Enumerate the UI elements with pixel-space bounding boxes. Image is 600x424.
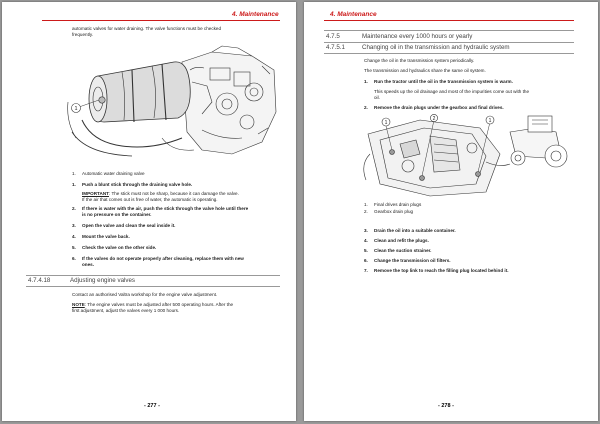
chapter-header: 4. Maintenance bbox=[330, 11, 377, 18]
step-5-text: Clean the suction strainer. bbox=[374, 248, 432, 253]
note-text: : The engine valves must be adjusted after 500 operating hours. After the bbox=[84, 302, 234, 307]
legend-2-text: Gearbox drain plug bbox=[374, 209, 414, 214]
step-1-number: 1. bbox=[364, 79, 368, 84]
intro-text-line2: frequently. bbox=[72, 32, 94, 37]
section-title: Maintenance every 1000 hours or yearly bbox=[362, 32, 473, 40]
step-4-text: Mount the valve back. bbox=[82, 234, 130, 239]
step-2-number: 2. bbox=[364, 105, 368, 110]
step-7-number: 7. bbox=[364, 268, 368, 273]
legend-2-number: 2. bbox=[364, 209, 368, 214]
note-label: NOTE bbox=[72, 302, 85, 307]
section-title: Adjusting engine valves bbox=[70, 277, 136, 284]
figure-drain-plugs bbox=[360, 114, 578, 198]
step-2-number: 2. bbox=[72, 206, 76, 211]
important-line1 bbox=[82, 191, 239, 197]
section-number: 4.7.5 bbox=[326, 32, 340, 40]
note-line1 bbox=[72, 302, 233, 308]
intro-text-1: Change the oil in the transmission system periodically. bbox=[364, 58, 475, 63]
section-header-4-7-5 bbox=[324, 30, 574, 43]
intro-text-line1: automatic valves for water draining. The valve functions must be checked bbox=[72, 26, 222, 31]
intro-text-2: The transmission and hydraulics share the same oil system. bbox=[364, 68, 486, 73]
step-4-number: 4. bbox=[364, 238, 368, 243]
step-2-line1: If there is water with the air, push the stick through the valve hole until there bbox=[82, 206, 249, 211]
section-number: 4.7.4.18 bbox=[28, 277, 51, 284]
callout-1b: 1 bbox=[488, 118, 492, 124]
step-3-number: 3. bbox=[364, 228, 368, 233]
subsection-header-4-7-5-1 bbox=[324, 43, 574, 54]
important-label: IMPORTANT bbox=[82, 191, 109, 196]
step-7-text: Remove the top link to reach the filling plug located behind it. bbox=[374, 268, 509, 273]
chapter-header: 4. Maintenance bbox=[232, 11, 279, 18]
step-1-info-line2: oil. bbox=[374, 95, 380, 100]
step-6-line2: ones. bbox=[82, 262, 94, 267]
step-2-text: Remove the drain plugs under the gearbox and final drives. bbox=[374, 105, 504, 110]
step-1-text: Run the tractor until the oil in the transmission system is warm. bbox=[374, 79, 513, 84]
legend-number: 1. bbox=[72, 171, 76, 176]
note-line2: first adjustment, adjust the valves every 1 000 hours. bbox=[72, 308, 180, 313]
step-6-line1: If the valves do not operate properly after cleaning, replace them with new bbox=[82, 256, 244, 261]
important-line2: If the air that comes out is free of water, the automatic is operating. bbox=[82, 197, 218, 202]
step-4-number: 4. bbox=[72, 234, 76, 239]
step-2-line2: is no pressure on the container. bbox=[82, 212, 152, 217]
step-1-text: Push a blunt stick through the draining valve hole. bbox=[82, 182, 193, 187]
step-3-text: Drain the oil into a suitable container. bbox=[374, 228, 456, 233]
page-277 bbox=[2, 2, 296, 421]
step-6-text: Change the transmission oil filters. bbox=[374, 258, 451, 263]
step-5-number: 5. bbox=[364, 248, 368, 253]
step-6-number: 6. bbox=[72, 256, 76, 261]
header-rule bbox=[324, 20, 574, 21]
figure-air-tank-valve bbox=[62, 42, 280, 168]
step-5-number: 5. bbox=[72, 245, 76, 250]
page-number: - 277 - bbox=[144, 403, 160, 409]
page-278 bbox=[304, 2, 598, 421]
step-3-text: Open the valve and clean the seal inside it. bbox=[82, 223, 176, 228]
legend-text: Automatic water draining valve bbox=[82, 171, 145, 176]
subsection-title: Changing oil in the transmission and hydraulic system bbox=[362, 44, 510, 51]
step-6-number: 6. bbox=[364, 258, 368, 263]
step-1-info-line1: This speeds up the oil drainage and most of the impurities come out with the bbox=[374, 89, 529, 94]
legend-1-text: Final drives drain plugs bbox=[374, 202, 422, 207]
step-5-text: Check the valve on the other side. bbox=[82, 245, 157, 250]
important-text: : The stick must not be sharp, because it can damage the valve. bbox=[108, 191, 239, 196]
callout-1: 1 bbox=[74, 106, 78, 112]
step-4-text: Clean and refit the plugs. bbox=[374, 238, 429, 243]
step-1-number: 1. bbox=[72, 182, 76, 187]
subsection-number: 4.7.5.1 bbox=[326, 44, 345, 51]
step-3-number: 3. bbox=[72, 223, 76, 228]
page-number: - 278 - bbox=[438, 403, 454, 409]
callout-2: 2 bbox=[432, 116, 436, 122]
legend-1-number: 1. bbox=[364, 202, 368, 207]
header-rule bbox=[42, 20, 280, 21]
callout-1a: 1 bbox=[384, 120, 388, 126]
section-header-4-7-4-18 bbox=[26, 275, 280, 287]
adjust-text: Contact an authorised Valtra workshop for the engine valve adjustment. bbox=[72, 292, 218, 297]
